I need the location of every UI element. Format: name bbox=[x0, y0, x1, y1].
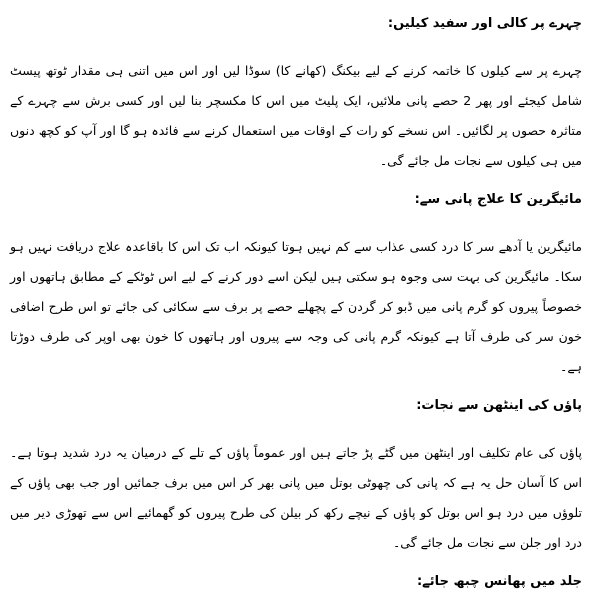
section-heading: چہرے پر کالی اور سفید کیلیں: bbox=[387, 16, 582, 31]
section-paragraph: مائیگرین یا آدھے سر کا درد کسی عذاب سے کم نہیں ہوتا کیونکہ اب تک اس کا باقاعدہ علاج دریافت نہیں ہو سکا۔ مائیگرین کی بہت سی وجوہ ہو سکتی ہیں لیکن اسے دور کرنے کے لیے اس ٹوٹکے کے مطابق ہاتھوں اور خصوصاً پیروں کو گرم پانی میں ڈبو کر گردن کے پچھلے حصے پر برف سے سکائی کی جائے تو اس طرح اضافی خون سر کی طرف آتا ہے کیونکہ گرم پانی کی وجہ سے پیروں اور ہاتھوں کا خون بھی اوپر کی طرف دوڑتا ہے۔ bbox=[10, 239, 582, 374]
section-heading: مائیگرین کا علاج پانی سے: bbox=[414, 192, 582, 207]
section-foot-cramp bbox=[10, 396, 582, 558]
section-splinter bbox=[10, 572, 582, 592]
section-paragraph: پاؤں کی عام تکلیف اور اینٹھن میں گٹے پڑ جاتے ہیں اور عموماً پاؤں کے تلے کے درمیان یہ درد شدید ہوتا ہے۔ اس کا آسان حل یہ ہے کہ پانی کی چھوٹی بوتل میں پانی بھر کر اس میں برف جمائیں اور جب بھی پاؤں کے تلوؤں میں درد ہو اس بوتل کو پاؤں کے نیچے رکھ کر بیلن کی طرح پیروں کو گھمائیے اس سے تھوڑی دیر میں درد اور جلن سے نجات مل جائے گی۔ bbox=[10, 445, 582, 550]
section-paragraph: چہرے پر سے کیلوں کا خاتمہ کرنے کے لیے بیکنگ (کھانے کا) سوڈا لیں اور اس میں اتنی ہی مقدار ٹوتھ پیسٹ شامل کیجئے اور پھر 2 حصے پانی ملائیں، ایک پلیٹ میں اس کا مکسچر بنا لیں اور کسی برش سے چہرے کے متاثرہ حصوں پر لگائیں۔ اس نسخے کو رات کے اوقات میں استعمال کرنے سے فائدہ ہو گا اور آپ کو کچھ دنوں میں ہی کیلوں سے نجات مل جائے گی۔ bbox=[10, 63, 582, 168]
section-migraine bbox=[10, 190, 582, 382]
section-heading: پاؤں کی اینٹھن سے نجات: bbox=[416, 398, 582, 413]
section-heading: جلد میں پھانس چبھ جائے: bbox=[416, 574, 582, 589]
section-acne bbox=[10, 14, 582, 176]
